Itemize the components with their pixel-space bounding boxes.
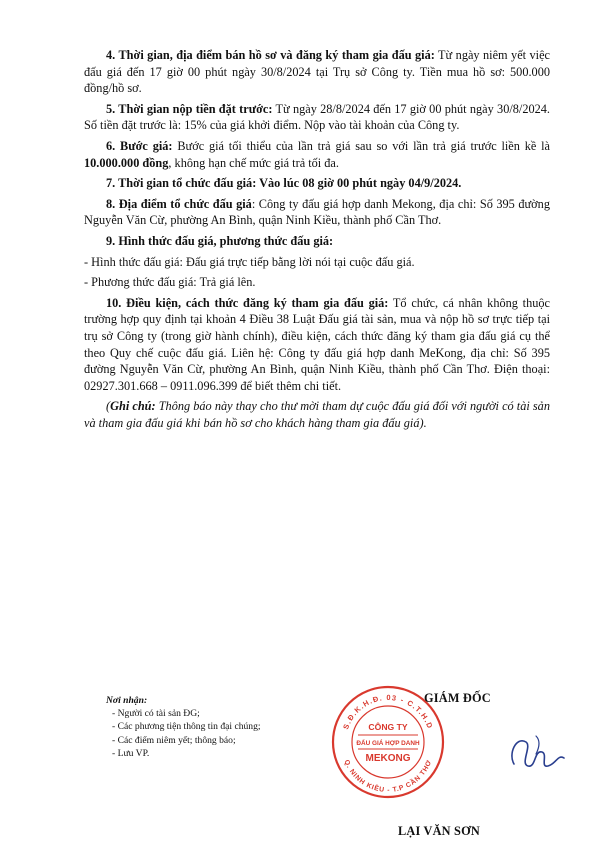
svg-text:CÔNG TY: CÔNG TY bbox=[368, 722, 408, 732]
section-9 bbox=[84, 233, 550, 250]
section-7-heading: 7. Thời gian tổ chức đấu giá: Vào lúc 08 giờ 00 phút ngày 04/9/2024. bbox=[106, 176, 462, 191]
bid-step-amount: 10.000.000 đồng bbox=[84, 155, 169, 170]
section-5-heading: 5. Thời gian nộp tiền đặt trước: bbox=[106, 101, 273, 116]
section-9-heading: 9. Hình thức đấu giá, phương thức đấu giá: bbox=[106, 233, 334, 248]
recipient-item: - Người có tài sản ĐG; bbox=[112, 708, 200, 720]
section-9-item-2: - Phương thức đấu giá: Trả giá lên. bbox=[84, 275, 256, 290]
section-8 bbox=[84, 196, 550, 229]
recipients-title: Nơi nhận: bbox=[106, 695, 148, 706]
section-4-heading: 4. Thời gian, địa điểm bán hồ sơ và đăng ký tham gia đấu giá: bbox=[106, 48, 435, 62]
recipient-item: - Các điểm niêm yết; thông báo; bbox=[112, 734, 236, 746]
section-6-text-end: , không hạn chế mức giá trả tối đa. bbox=[168, 155, 339, 170]
section-4 bbox=[84, 47, 550, 97]
section-4-text: Từ ngày niêm yết việc đấu giá đến 17 giờ 00 phút ngày 30/8/2024 tại Trụ sở Công ty. Tiền mua hồ sơ: 500.000 đồng/hồ sơ. bbox=[84, 48, 550, 96]
note: (Ghi chú: Thông báo này thay cho thư mời tham dự cuộc đấu giá đối với người có tài sản và tham gia đấu giá khi bán hồ sơ cho khách hàng tham gia đấu giá). bbox=[84, 399, 550, 430]
section-9-item-1: - Hình thức đấu giá: Đấu giá trực tiếp bằng lời nói tại cuộc đấu giá. bbox=[84, 254, 415, 269]
signature-block bbox=[330, 690, 560, 840]
section-10-text: Tổ chức, cá nhân không thuộc trường hợp quy định tại khoản 4 Điều 38 Luật Đấu giá tài sản, mua và nộp hồ sơ trực tiếp tại trụ sở Công ty (trong giờ hành chính), điều kiện, cách thức đăng ký tham gia đấu giá cụ thể theo Quy chế cuộc đấu giá. Liên hệ: Công ty đấu giá hợp danh MeKong, địa chỉ: Số 395 đường Nguyễn Văn Cừ, phường An Bình, quận Ninh Kiều, thành phố Cần Thơ. Điện thoại: 02927.301.668 – 0911.096.399 để biết thêm chi tiết. bbox=[84, 295, 550, 393]
recipient-item: - Các phương tiện thông tin đại chúng; bbox=[112, 721, 261, 733]
signer-title: GIÁM ĐỐC bbox=[424, 691, 491, 705]
note-text: Thông báo này thay cho thư mời tham dự cuộc đấu giá đối với người có tài sản và tham gia đấu giá khi bán hồ sơ cho khách hàng tham gia đấu giá). bbox=[84, 399, 550, 430]
svg-text:Q. NINH KIỀU - T.P CẦN THƠ: Q. NINH KIỀU - T.P CẦN THƠ bbox=[342, 758, 434, 795]
section-7 bbox=[84, 175, 550, 192]
svg-text:S.Đ.K.H.Đ. 03 - C.T.H.D: S.Đ.K.H.Đ. 03 - C.T.H.D bbox=[341, 692, 435, 731]
recipients-block bbox=[106, 694, 336, 760]
section-6 bbox=[84, 138, 550, 171]
svg-text:ĐẤU GIÁ HỢP DANH: ĐẤU GIÁ HỢP DANH bbox=[356, 740, 420, 747]
svg-text:MEKONG: MEKONG bbox=[365, 753, 411, 764]
section-5 bbox=[84, 101, 550, 134]
section-8-text: : Công ty đấu giá hợp danh Mekong, địa chỉ: Số 395 đường Nguyễn Văn Cừ, phường An Bình, quận Ninh Kiều, thành phố Cần Thơ. bbox=[84, 196, 550, 228]
document-body bbox=[84, 47, 550, 435]
section-6-text: Bước giá tối thiểu của lần trả giá sau so với lần trả giá trước liền kề là bbox=[172, 138, 550, 153]
section-10-heading: 10. Điều kiện, cách thức đăng ký tham gia đấu giá: bbox=[106, 295, 389, 310]
recipient-item: - Lưu VP. bbox=[112, 747, 150, 759]
section-8-heading: 8. Địa điểm tổ chức đấu giá bbox=[106, 196, 252, 211]
section-5-text: Từ ngày 28/8/2024 đến 17 giờ 00 phút ngày 30/8/2024. Số tiền đặt trước là: 15% của giá khởi điểm. Nộp vào tài khoản của Công ty. bbox=[84, 101, 550, 133]
signer-name: LẠI VĂN SƠN bbox=[398, 824, 480, 838]
handwritten-signature bbox=[506, 724, 566, 784]
note-label: Ghi chú: bbox=[110, 399, 156, 414]
section-10 bbox=[84, 295, 550, 395]
section-6-heading: 6. Bước giá: bbox=[106, 138, 173, 153]
